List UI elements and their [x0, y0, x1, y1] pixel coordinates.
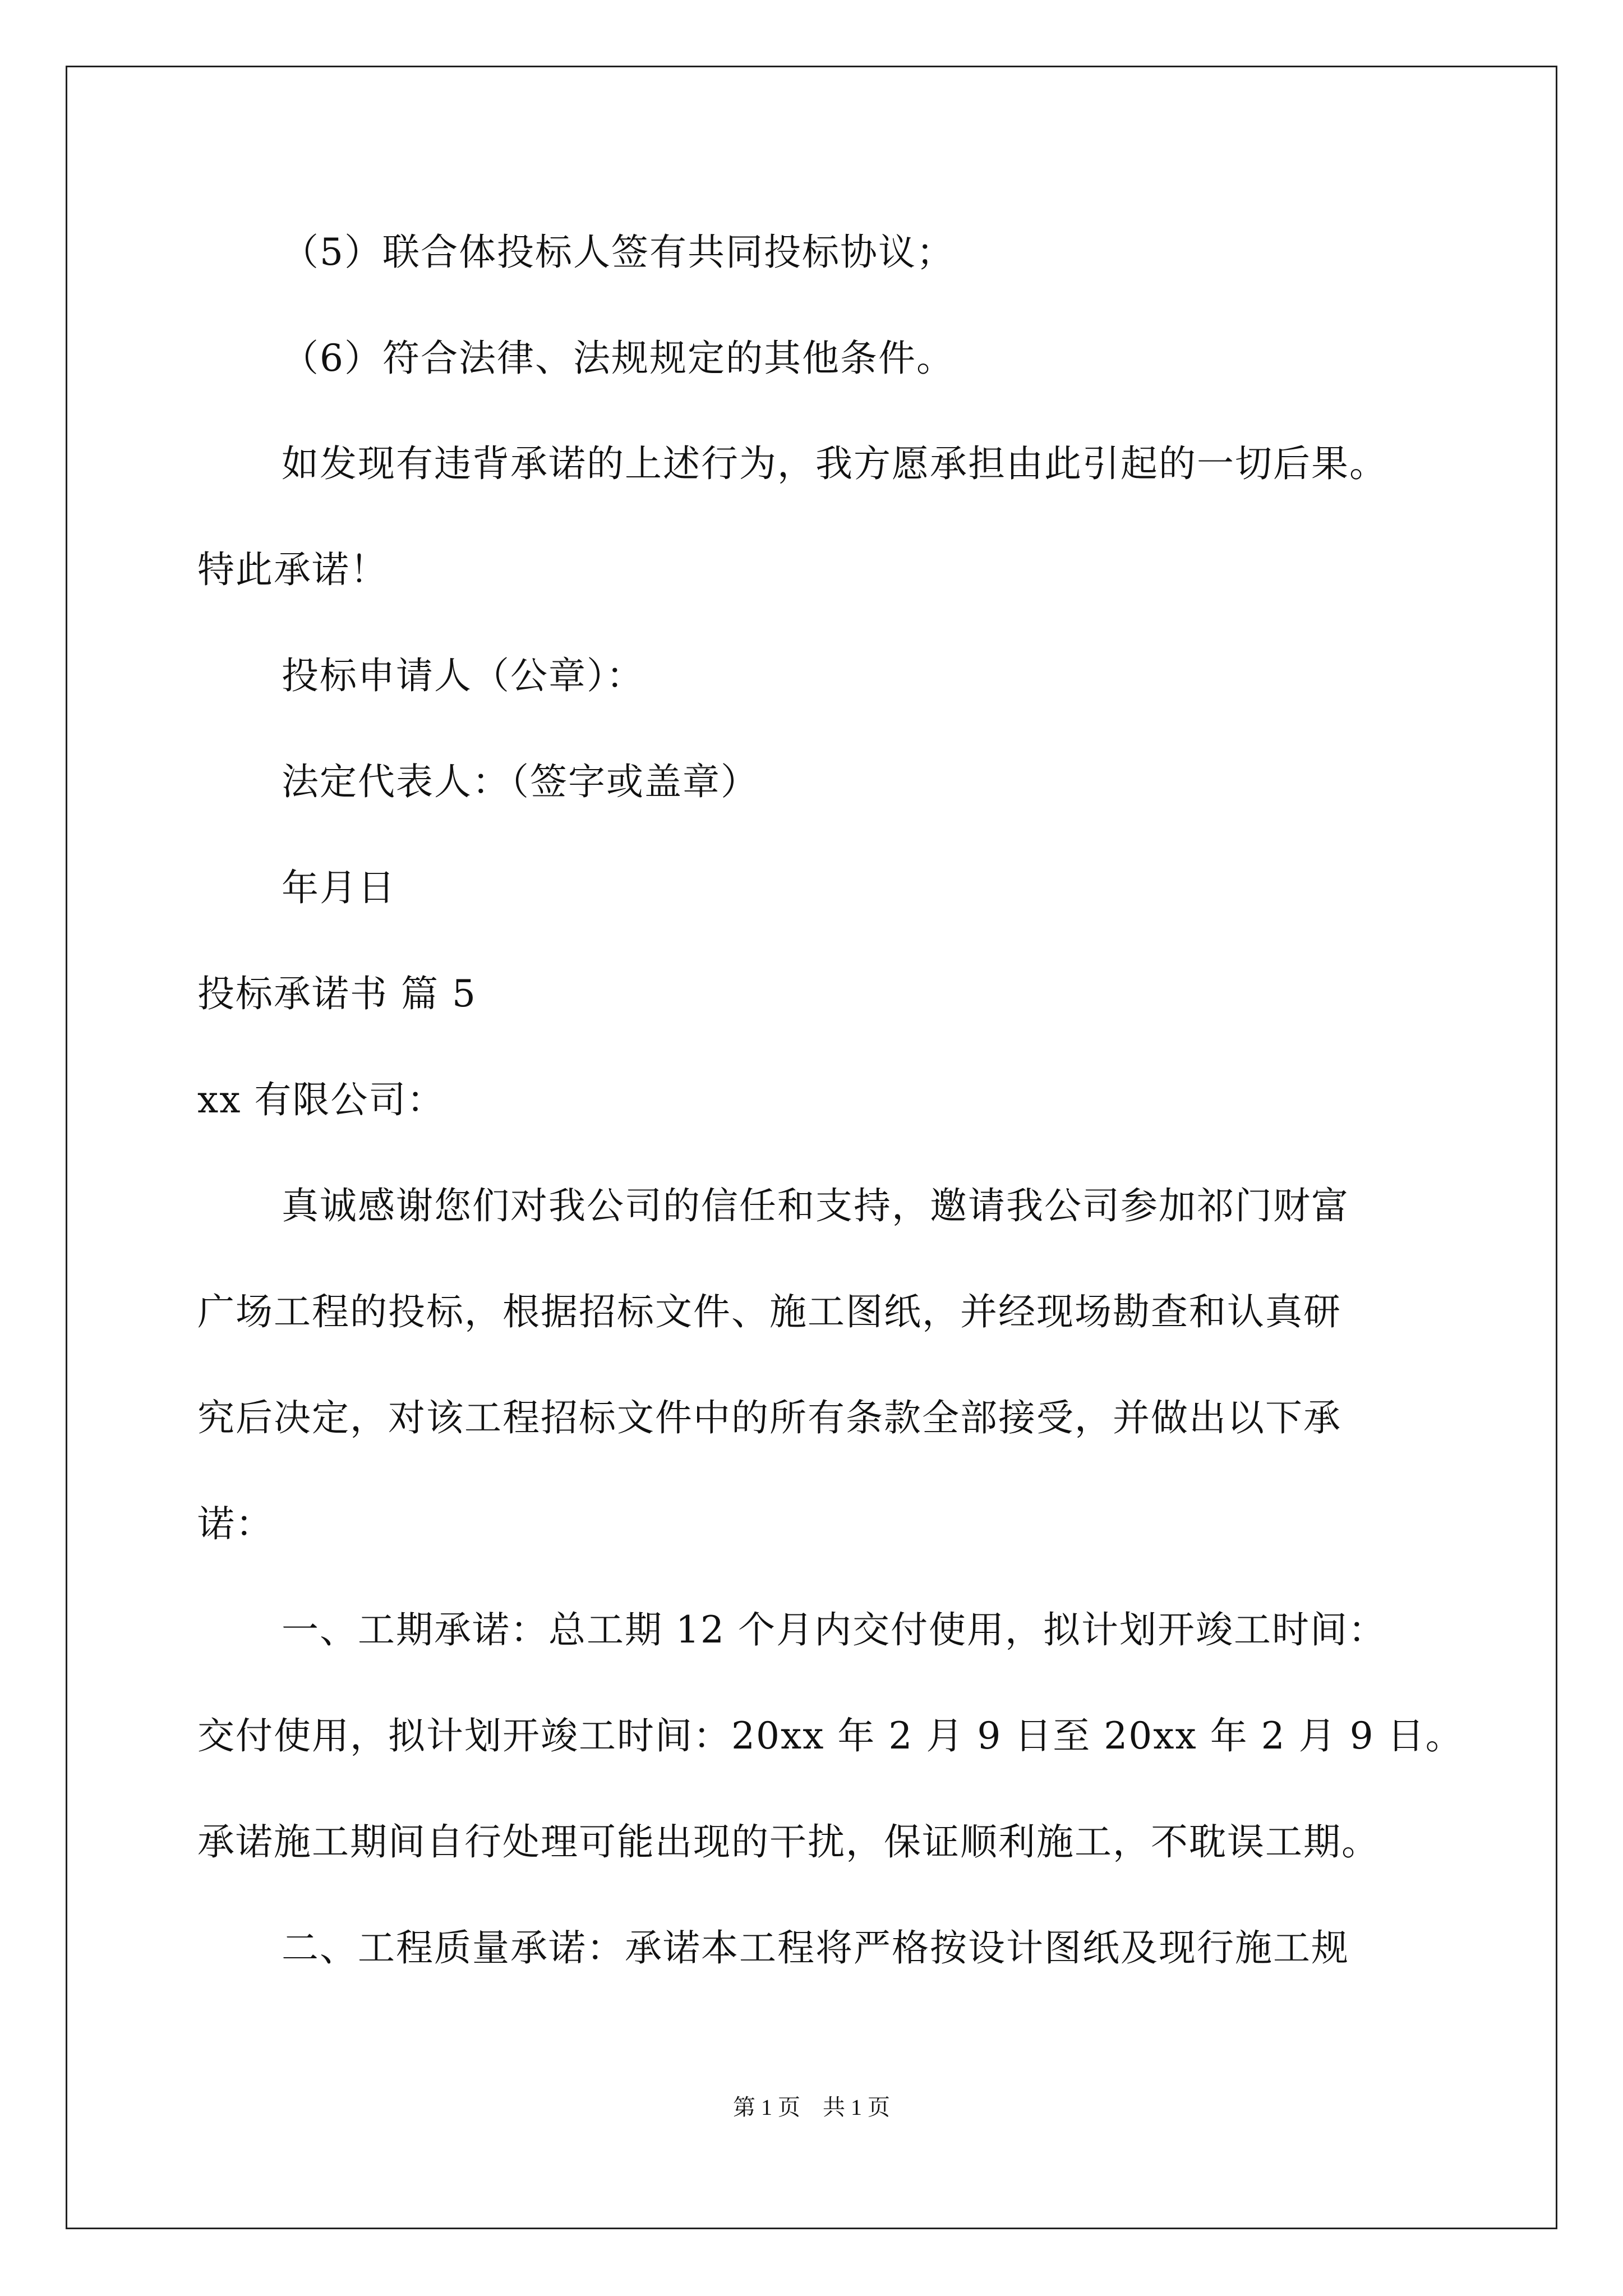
text-line-10: 真诚感谢您们对我公司的信任和支持，邀请我公司参加祁门财富	[282, 1184, 1349, 1227]
text-line-4: 特此承诺！	[197, 548, 388, 591]
page-number-footer: 第 1 页 共 1 页	[733, 2095, 890, 2120]
text-line-14: 一、工期承诺：总工期 12 个月内交付使用，拟计划开竣工时间：	[282, 1608, 1386, 1651]
text-line-12: 究后决定，对该工程招标文件中的所有条款全部接受，并做出以下承	[197, 1396, 1341, 1439]
text-line-3: 如发现有违背承诺的上述行为，我方愿承担由此引起的一切后果。	[282, 442, 1387, 485]
text-line-17: 二、工程质量承诺：承诺本工程将严格按设计图纸及现行施工规	[282, 1926, 1349, 1970]
text-line-11: 广场工程的投标，根据招标文件、施工图纸，并经现场勘查和认真研	[197, 1290, 1341, 1333]
text-line-7: 年月日	[282, 866, 396, 909]
text-line-15: 交付使用，拟计划开竣工时间：20xx 年 2 月 9 日至 20xx 年 2 月 9 日。	[197, 1714, 1464, 1757]
text-line-2: （6）符合法律、法规规定的其他条件。	[282, 337, 955, 380]
text-line-6: 法定代表人：（签字或盖章）	[282, 760, 759, 803]
section-heading: 投标承诺书 篇 5	[197, 972, 477, 1015]
text-line-5: 投标申请人（公章）：	[282, 654, 644, 697]
text-line-16: 承诺施工期间自行处理可能出现的干扰，保证顺利施工，不耽误工期。	[197, 1820, 1380, 1864]
text-line-1: （5）联合体投标人签有共同投标协议；	[282, 231, 955, 274]
text-line-13: 诺：	[197, 1502, 274, 1545]
page-border	[66, 66, 1557, 2229]
addressee: xx 有限公司：	[197, 1078, 445, 1121]
